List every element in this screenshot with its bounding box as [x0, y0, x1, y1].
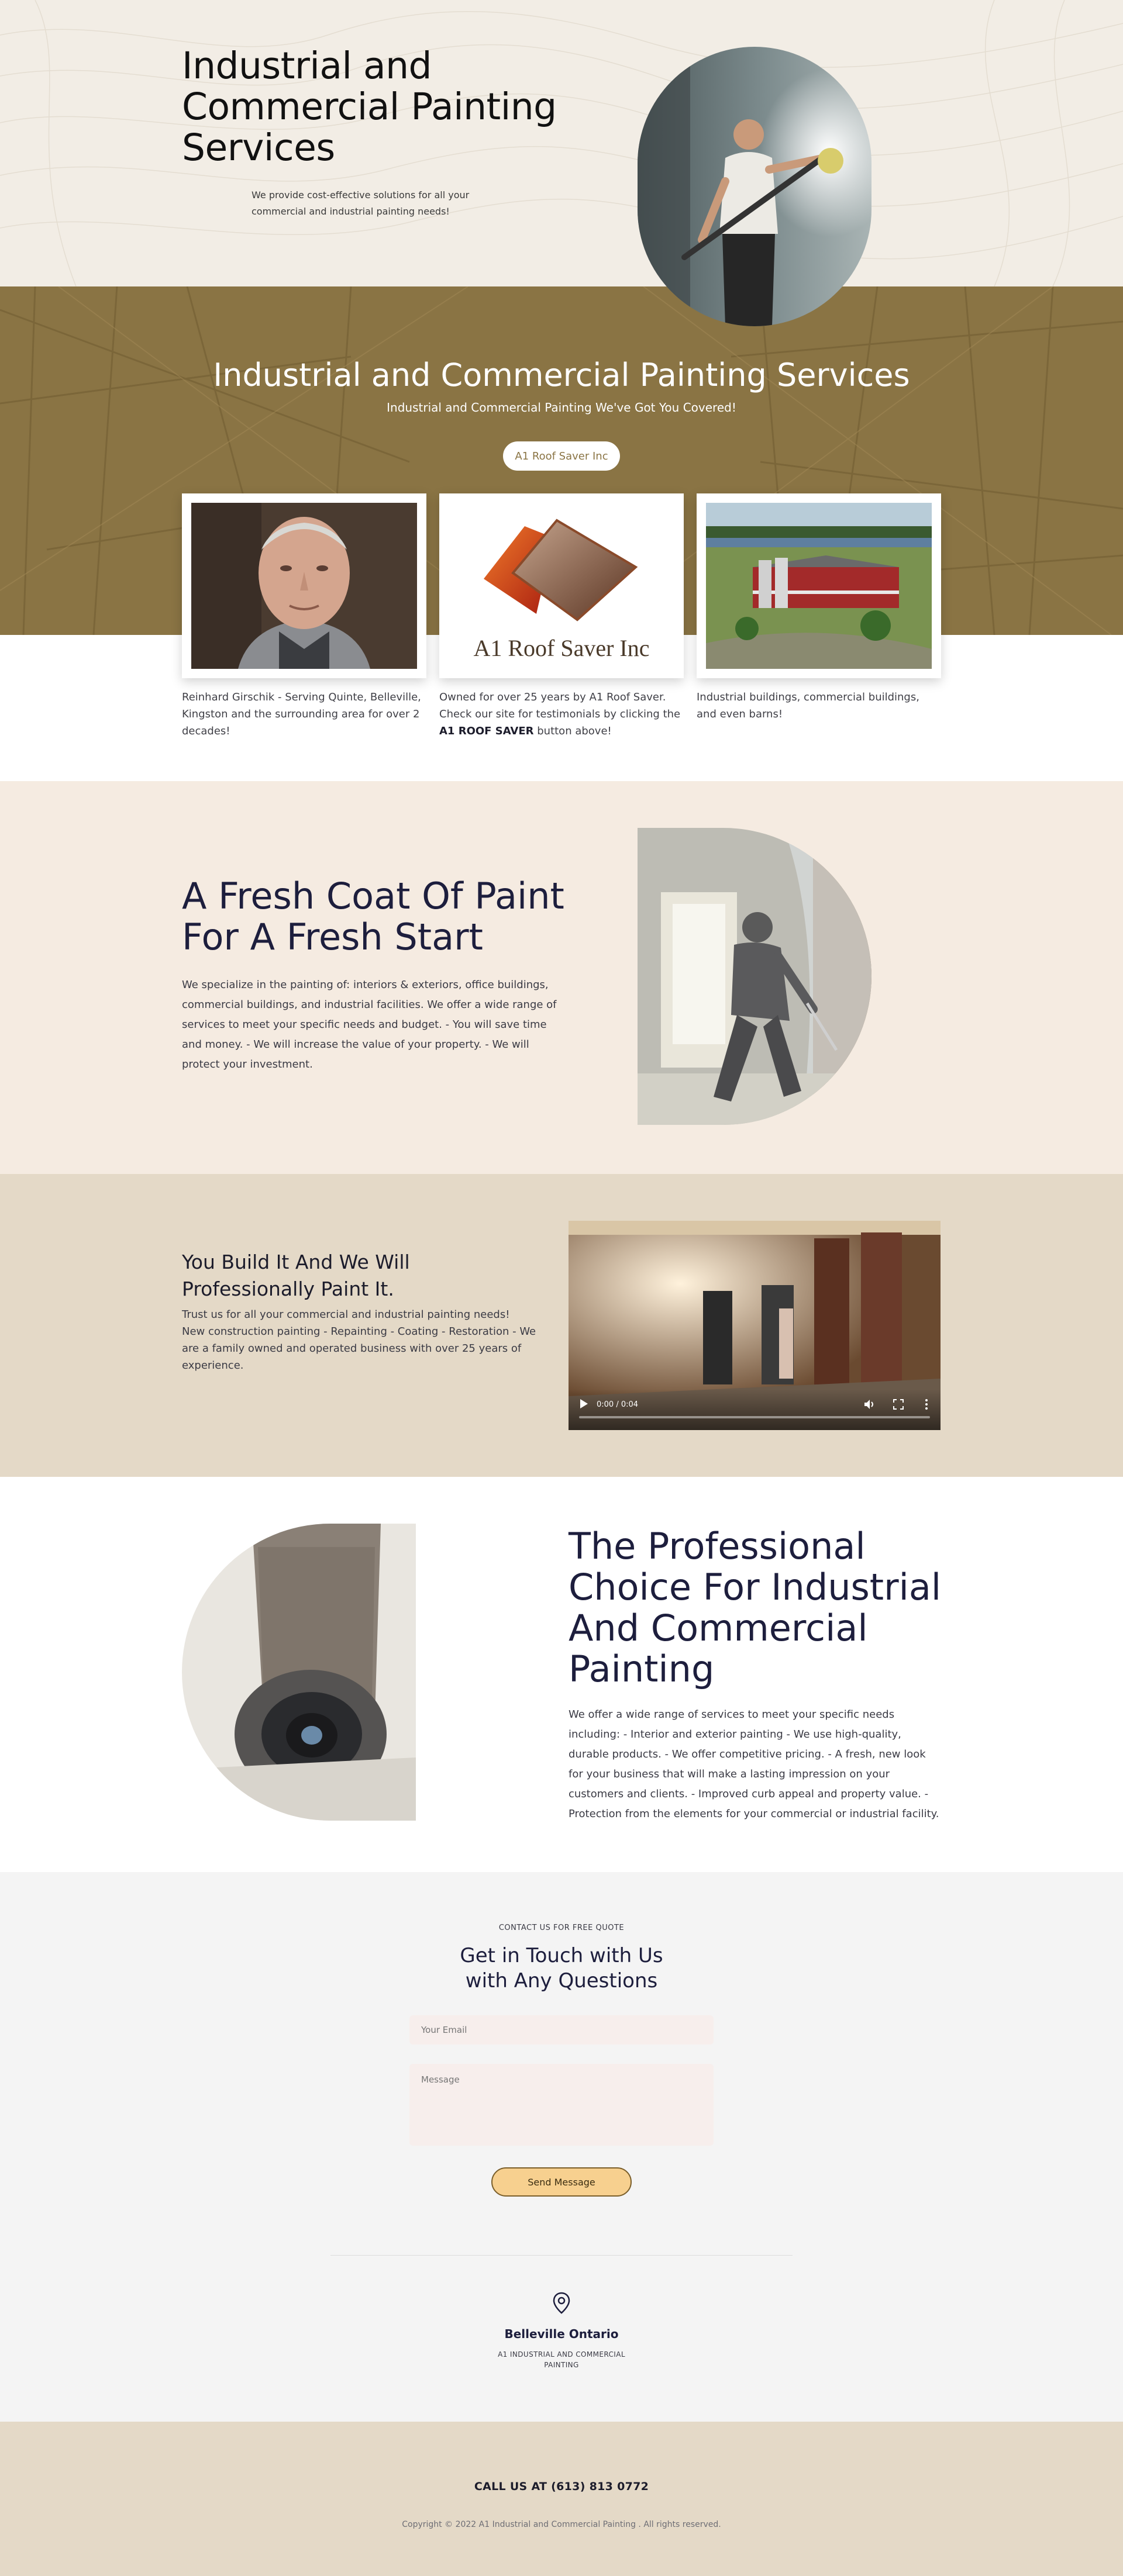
coated-pipe-photo — [182, 1524, 416, 1821]
contact-title-line1: Get in Touch with Us — [460, 1944, 663, 1967]
spray-painter-photo — [638, 828, 871, 1125]
card-company-text-start: Owned for over 25 years by A1 Roof Saver. Check our site for testimonials by clicking the — [439, 691, 681, 720]
message-field[interactable] — [409, 2064, 714, 2146]
build-video-section — [0, 1174, 1123, 1477]
contact-section — [0, 1872, 1123, 2422]
fresh-coat-text: We specialize in the painting of: interiors & exteriors, office buildings, commercial buildings, and industrial facilities. We offer a wide range of services to meet your specific needs and budget. - You will save time and money. - We will increase the value of your property. - We will protect your investment. — [182, 979, 557, 1071]
build-text-line1: Trust us for all your commercial and industrial painting needs! — [182, 1308, 510, 1321]
band-title: Industrial and Commercial Painting Services — [213, 357, 910, 393]
location-pin-icon — [553, 2292, 570, 2314]
card-buildings-text: Industrial buildings, commercial buildings, and even barns! — [697, 691, 919, 720]
card-frame — [439, 493, 684, 678]
barns-photo — [706, 503, 932, 669]
hero-subtitle: We provide cost-effective solutions for all your commercial and industrial painting needs! — [252, 189, 470, 217]
build-text-line2: New construction painting - Repainting - Coating - Restoration - We are a family owned and operated business with over 25 years of experience. — [182, 1325, 536, 1372]
email-field[interactable] — [409, 2015, 714, 2045]
play-icon[interactable] — [579, 1399, 588, 1409]
volume-icon[interactable] — [863, 1399, 876, 1410]
location-city: Belleville Ontario — [504, 2327, 619, 2341]
contact-divider — [330, 2255, 793, 2256]
footer-copyright: Copyright © 2022 A1 Industrial and Commercial Painting . All rights reserved. — [402, 2520, 721, 2529]
contact-eyebrow: CONTACT US FOR FREE QUOTE — [498, 1924, 625, 1932]
footer — [0, 2422, 1123, 2576]
hero-painter-photo — [638, 47, 871, 326]
feature-cards — [182, 493, 941, 737]
card-company-text — [439, 689, 684, 740]
professional-choice-text: We offer a wide range of services to meet your specific needs including: - Interior and exterior painting - We use high-quality, durable products. - We offer competitive pricing. - A fresh, new look for your business that will make a lasting impression on your customers and clients. - Improved curb appeal and property value. - Protection from the elements for your commercial or industrial facility. — [569, 1708, 939, 1820]
video-controls — [569, 1389, 941, 1430]
footer-phone: CALL US AT (613) 813 0772 — [474, 2480, 649, 2493]
more-options-icon[interactable] — [924, 1399, 929, 1410]
logo-lettering: A1 Roof Saver Inc — [473, 635, 650, 661]
card-company-text-bold: A1 ROOF SAVER — [439, 725, 534, 737]
professional-choice-title: The Professional Choice For Industrial And Commercial Painting — [569, 1525, 942, 1690]
card-company — [439, 493, 684, 740]
location-company: A1 INDUSTRIAL AND COMMERCIAL PAINTING — [498, 2350, 625, 2369]
fresh-coat-title: A Fresh Coat Of Paint For A Fresh Start — [182, 875, 564, 958]
contact-title — [0, 1943, 1123, 1994]
send-message-button[interactable]: Send Message — [491, 2167, 632, 2197]
video-progress-bar[interactable] — [579, 1416, 930, 1418]
hero-section — [0, 0, 1123, 286]
card-buildings — [697, 493, 941, 723]
card-owner — [182, 493, 426, 740]
professional-choice-section — [0, 1477, 1123, 1872]
contact-title-line2: with Any Questions — [465, 1969, 658, 1993]
card-company-text-end: button above! — [533, 725, 612, 737]
owner-portrait-photo — [191, 503, 417, 669]
card-frame — [182, 493, 426, 678]
fresh-coat-section — [0, 781, 1123, 1174]
band-subtitle: Industrial and Commercial Painting We've Got You Covered! — [387, 400, 736, 415]
build-title: You Build It And We Will Professionally Paint It. — [182, 1251, 410, 1300]
card-frame — [697, 493, 941, 678]
a1-roof-saver-logo — [449, 503, 674, 669]
build-text — [182, 1306, 550, 1374]
fullscreen-icon[interactable] — [893, 1399, 904, 1410]
a1-roof-saver-button[interactable]: A1 Roof Saver Inc — [503, 441, 620, 471]
hero-title: Industrial and Commercial Painting Services — [182, 44, 557, 169]
video-player[interactable] — [569, 1221, 941, 1430]
card-owner-text: Reinhard Girschik - Serving Quinte, Belleville, Kingston and the surrounding area for over 2 decades! — [182, 691, 421, 737]
video-time: 0:00 / 0:04 — [597, 1400, 639, 1409]
